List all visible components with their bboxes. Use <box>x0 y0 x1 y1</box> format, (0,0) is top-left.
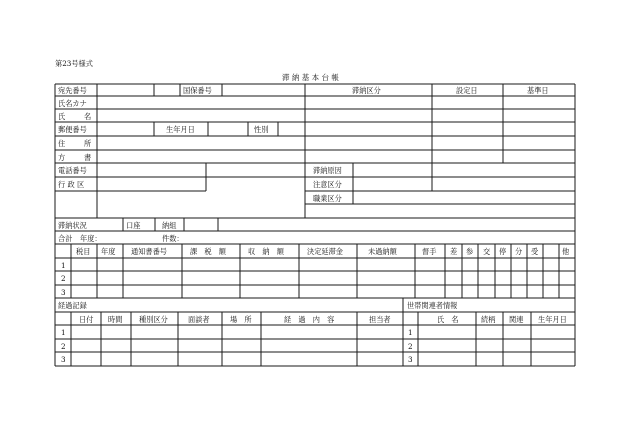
tax-header-assessed: 課 税 額 <box>190 247 226 256</box>
tax-header-ko: 交 <box>483 247 491 256</box>
tax-row-no: 1 <box>61 261 66 270</box>
label-direction-b: 書 <box>84 153 92 162</box>
top-block-left-lines <box>55 84 575 244</box>
tax-header-penalty: 決定延滞金 <box>307 247 343 256</box>
label-nhi-no: 国保番号 <box>183 86 212 95</box>
tax-header-item: 税目 <box>76 247 91 256</box>
label-name-kana: 氏名カナ <box>58 99 87 108</box>
label-set-date: 設定日 <box>456 86 478 95</box>
household-header-relation: 関連 <box>509 315 524 324</box>
label-fiscal-year: 年度： <box>80 234 102 243</box>
label-account: 口座 <box>126 221 141 230</box>
label-name-b: 名 <box>84 112 92 121</box>
label-status: 滞納状況 <box>58 221 87 230</box>
label-name-a: 氏 <box>58 112 66 121</box>
label-address-no: 宛先番号 <box>58 86 87 95</box>
history-row-no: 2 <box>61 342 66 351</box>
tax-row-no: 2 <box>61 274 66 283</box>
label-direction-a: 方 <box>58 153 66 162</box>
label-category: 滞納区分 <box>352 86 381 95</box>
label-cause: 滞納原因 <box>313 166 342 175</box>
history-header-place: 場 所 <box>230 315 252 324</box>
label-payment-group: 納組 <box>162 221 177 230</box>
history-lines <box>55 298 575 366</box>
history-header-staff: 担当者 <box>369 315 391 324</box>
tax-header-bun: 分 <box>515 247 523 256</box>
label-caution: 注意区分 <box>313 180 342 189</box>
label-sex: 性別 <box>254 125 269 134</box>
form-title: 滞 納 基 本 台 帳 <box>282 73 339 82</box>
household-row-no: 2 <box>408 342 413 351</box>
household-header-relationship: 続柄 <box>481 315 496 324</box>
household-row-no: 1 <box>408 328 413 337</box>
label-birthdate: 生年月日 <box>166 125 195 134</box>
top-block-right-lines <box>305 84 575 244</box>
history-row-no: 3 <box>61 355 66 364</box>
history-header-content: 経 過 内 容 <box>284 315 335 324</box>
label-postal: 郵便番号 <box>58 125 87 134</box>
tax-header-ju: 受 <box>531 247 539 256</box>
tax-header-sa: 差 <box>450 247 458 256</box>
history-header-interviewee: 面談者 <box>188 315 210 324</box>
history-header-time: 時間 <box>108 315 123 324</box>
form-number: 第23号様式 <box>55 59 93 68</box>
tax-header-tei: 停 <box>499 247 507 256</box>
label-admin-district: 行 政 区 <box>58 180 85 189</box>
household-header-name: 氏 名 <box>437 315 459 324</box>
tax-header-san: 参 <box>466 247 474 256</box>
label-occupation: 職業区分 <box>313 194 342 203</box>
tax-header-collected: 収 納 額 <box>248 247 284 256</box>
tax-header-year: 年度 <box>101 247 116 256</box>
label-phone: 電話番号 <box>58 166 87 175</box>
label-address-a: 住 <box>58 139 66 148</box>
tax-header-unpaid: 未過納額 <box>368 247 397 256</box>
history-row-no: 1 <box>61 328 66 337</box>
household-row-no: 3 <box>408 355 413 364</box>
tax-header-other: 他 <box>562 247 570 256</box>
tax-header-notice-no: 通知書番号 <box>131 247 167 256</box>
tax-header-dun: 督手 <box>422 247 437 256</box>
label-count: 件数： <box>162 234 184 243</box>
label-base-date: 基準日 <box>527 86 549 95</box>
history-title: 経過記録 <box>58 301 87 310</box>
history-header-type: 種別区分 <box>139 315 168 324</box>
history-header-date: 日付 <box>79 315 94 324</box>
label-address-b: 所 <box>84 139 92 148</box>
household-title: 世帯関連者情報 <box>407 301 458 310</box>
tax-row-no: 3 <box>61 288 66 297</box>
household-header-birthdate: 生年月日 <box>538 315 567 324</box>
label-total: 合計 <box>58 234 73 243</box>
